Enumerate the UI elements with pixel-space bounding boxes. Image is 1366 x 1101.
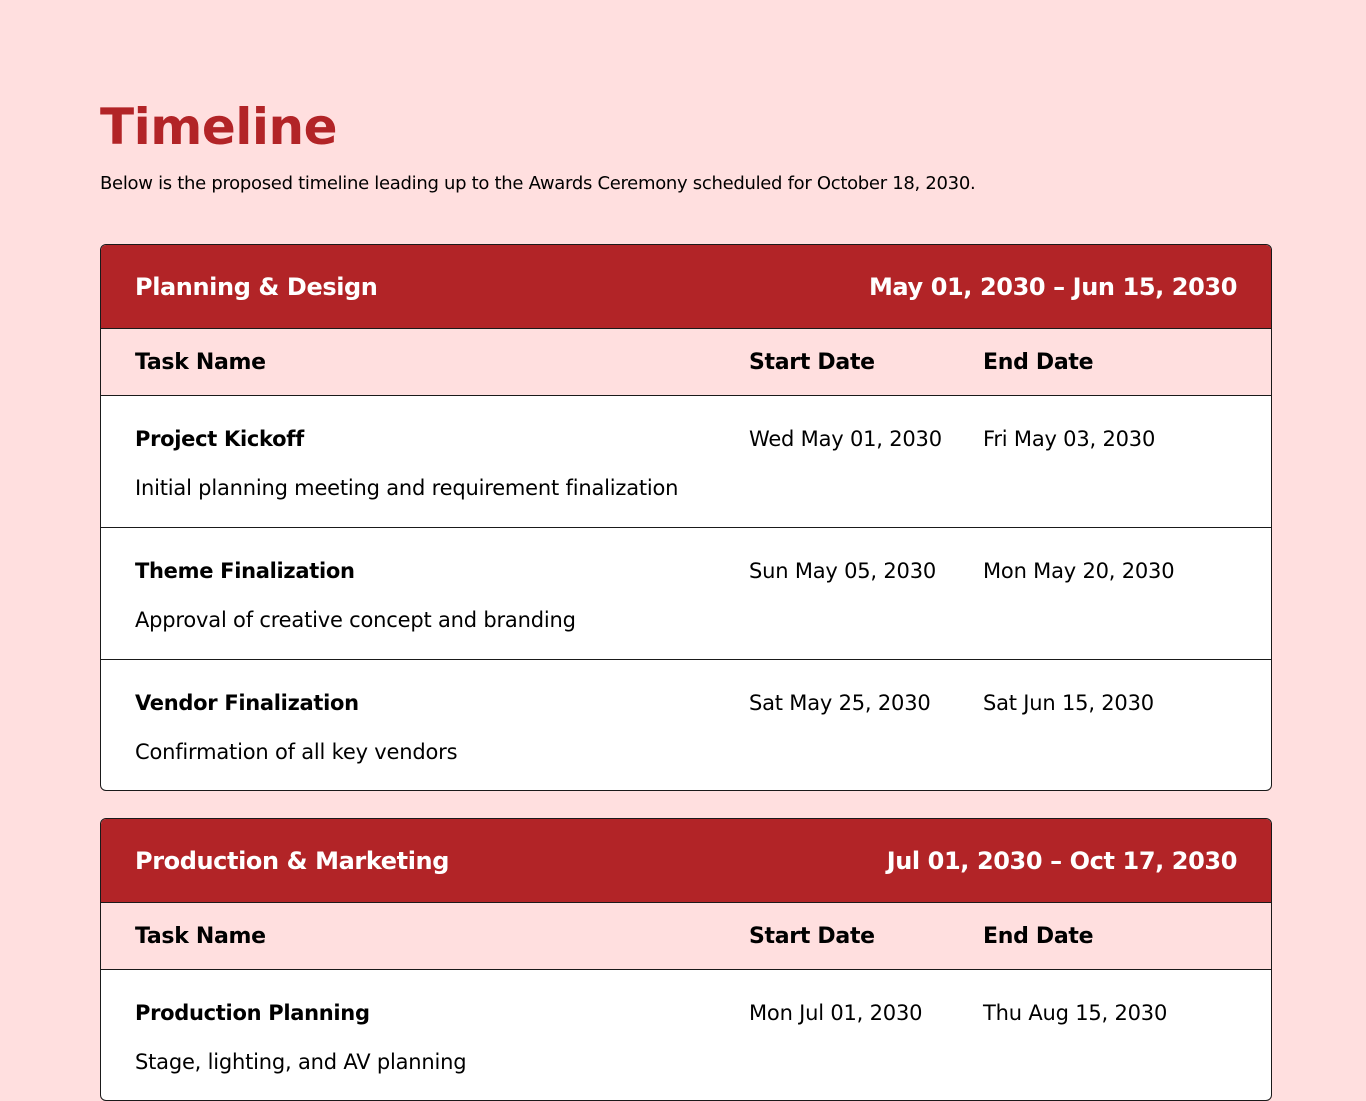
column-header-task-name: Task Name (135, 349, 266, 375)
task-cell (101, 688, 749, 790)
phase-production-marketing (100, 818, 1272, 1101)
phase-title: Production & Marketing (135, 846, 449, 875)
page-intro: Below is the proposed timeline leading up to the Awards Ceremony scheduled for October 18, 2030. (100, 173, 976, 194)
task-name: Vendor Finalization (135, 691, 359, 715)
task-description: Initial planning meeting and requirement finalization (135, 476, 679, 500)
phase-date-range: May 01, 2030 – Jun 15, 2030 (868, 272, 1237, 301)
task-row (101, 396, 1271, 528)
task-start-date: Mon Jul 01, 2030 (749, 1001, 923, 1025)
column-header-end-date: End Date (983, 349, 1094, 375)
column-header-row (101, 903, 1271, 970)
task-description: Confirmation of all key vendors (135, 740, 458, 764)
task-row (101, 660, 1271, 790)
task-end-date: Sat Jun 15, 2030 (983, 691, 1154, 715)
task-row (101, 970, 1271, 1100)
phase-title: Planning & Design (135, 272, 378, 301)
phase-planning-design (100, 244, 1272, 791)
task-end-date: Thu Aug 15, 2030 (983, 1001, 1168, 1025)
phase-header (101, 245, 1271, 329)
phase-date-range: Jul 01, 2030 – Oct 17, 2030 (886, 846, 1237, 875)
column-header-task-name: Task Name (135, 923, 266, 949)
task-cell (101, 998, 749, 1100)
task-name: Theme Finalization (135, 559, 355, 583)
phase-header (101, 819, 1271, 903)
task-name: Production Planning (135, 1001, 370, 1025)
task-start-date: Sat May 25, 2030 (749, 691, 931, 715)
task-cell (101, 556, 749, 659)
task-end-date: Mon May 20, 2030 (983, 559, 1175, 583)
task-row (101, 528, 1271, 660)
page-title: Timeline (100, 98, 338, 156)
column-header-start-date: Start Date (749, 349, 875, 375)
task-start-date: Wed May 01, 2030 (749, 427, 942, 451)
column-header-start-date: Start Date (749, 923, 875, 949)
column-header-end-date: End Date (983, 923, 1094, 949)
column-header-row (101, 329, 1271, 396)
task-end-date: Fri May 03, 2030 (983, 427, 1156, 451)
task-description: Approval of creative concept and branding (135, 608, 576, 632)
task-description: Stage, lighting, and AV planning (135, 1050, 467, 1074)
task-cell (101, 424, 749, 527)
task-start-date: Sun May 05, 2030 (749, 559, 937, 583)
task-name: Project Kickoff (135, 427, 304, 451)
